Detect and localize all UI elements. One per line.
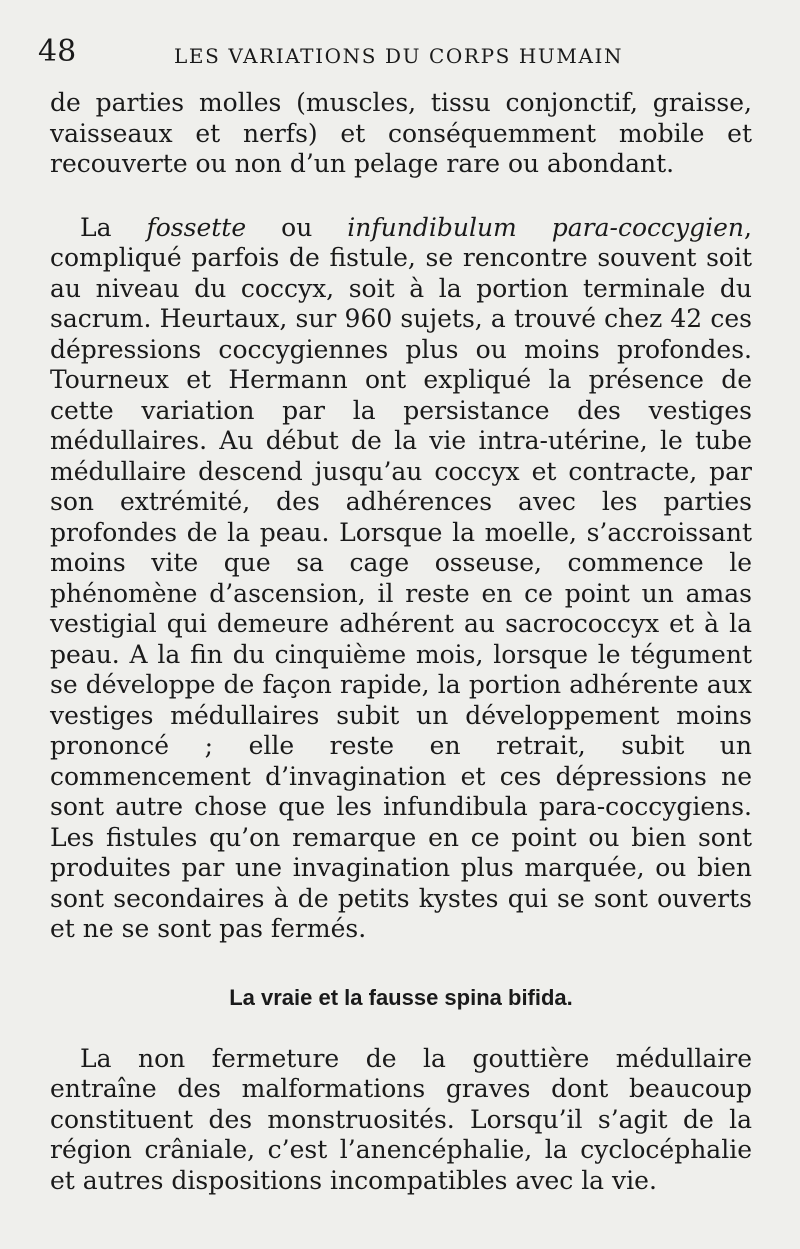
italic-term: infundibulum para-coccygien — [347, 212, 745, 242]
section-heading: La vraie et la fausse spina bifida. — [229, 984, 573, 1010]
page-header — [38, 34, 760, 74]
paragraph-text: , compliqué parfois de fistule, se rencontre souvent soit au niveau du coccyx, soit à la portion terminale du sacrum. Heurtaux, sur 960 sujets, a trouvé chez 42 ces dépressions coccygiennes plus ou moins profondes. Tourneux et Hermann ont expliqué la présence de cette variation par la persistance des vestiges médullaires. Au début de la vie intra-utérine, le tube médullaire descend jusqu’au coccyx et contracte, par son extrémité, des adhérences avec les parties profondes de la peau. Lorsque la moelle, s’accroissant moins vite que sa cage osseuse, commence le phénomène d’ascension, il reste en ce point un amas vestigial qui demeure adhérent au sacrococcyx et à la peau. A la fin du cinquième mois, lorsque le tégument se développe de façon rapide, la portion adhérente aux vestiges médullaires subit un développement moins prononcé ; elle reste en retrait, subit un commencement d’invagination et ces dépressions ne sont autre chose que les infundibula para-coccygiens. Les fistules qu’on remarque en ce point ou bien sont produites par une invagination plus marquée, ou bien sont secondaires à de petits kystes qui se sont ouverts et ne se sont pas fermés. — [50, 212, 752, 943]
paragraph-spina-bifida: La non fermeture de la gouttière médullaire entraîne des malformations graves dont beaucoup constituent des monstruosités. Lorsqu’il s’agit de la région crâniale, c’est l’anencéphalie, la cyclocéphalie et autres dispositions incompatibles avec la vie. — [50, 1043, 752, 1195]
paragraph-text: ou — [246, 212, 348, 242]
running-title: LES VARIATIONS DU CORPS HUMAIN — [174, 44, 624, 68]
paragraph-continuation: de parties molles (muscles, tissu conjonctif, graisse, vaisseaux et nerfs) et conséquemment mobile et recouverte ou non d’un pelage rare ou abondant. — [50, 88, 752, 178]
italic-term: fossette — [146, 212, 247, 242]
paragraph-text: La — [80, 212, 147, 242]
page-number: 48 — [38, 34, 77, 69]
page-body — [50, 88, 752, 1196]
paragraph-fossette — [50, 213, 752, 945]
